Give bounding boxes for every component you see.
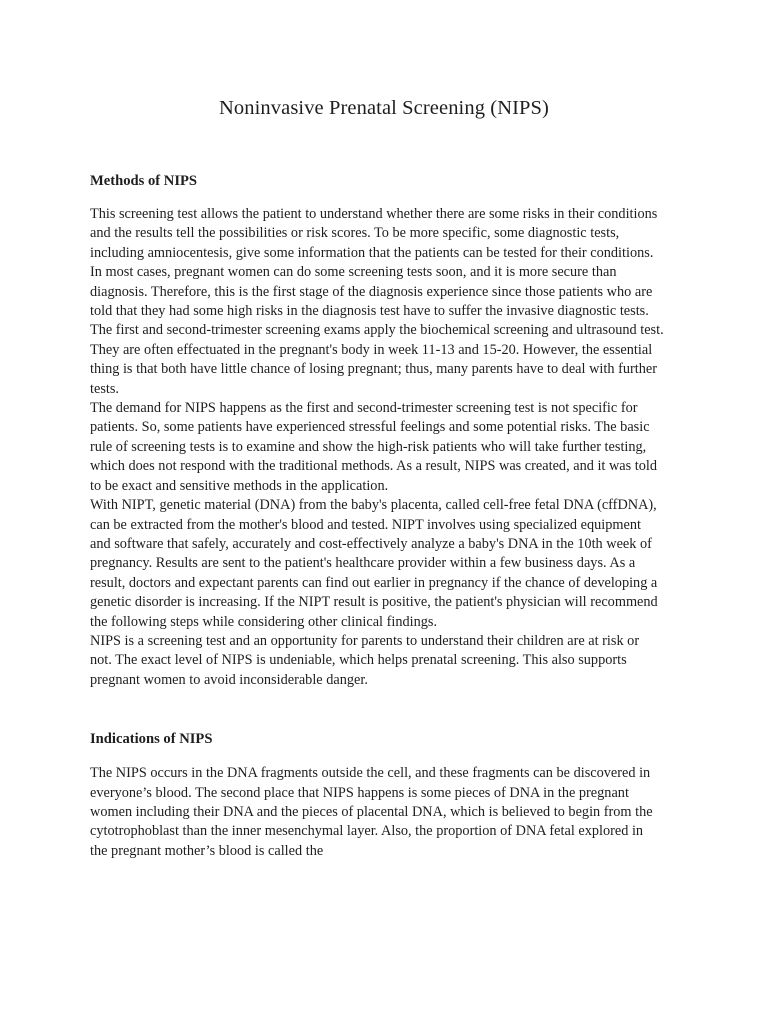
document-title: Noninvasive Prenatal Screening (NIPS) — [219, 97, 549, 119]
paragraph: The demand for NIPS happens as the first and second-trimester screening test is not specific for patients. So, some patients have experienced stressful feelings and some potential risks. The basic rule of screening tests is to examine and show the high-risk patients who will take further testing, which does not respond with the traditional methods. As a result, NIPS was created, and it was told to be exact and sensitive methods in the application. — [90, 400, 658, 494]
paragraph: With NIPT, genetic material (DNA) from the baby's placenta, called cell-free fetal DNA (cffDNA), can be extracted from the mother's blood and tested. NIPT involves using specialized equipment and software that safely, accurately and cost-effectively analyze a baby's DNA in the 10th week of pregnancy. Results are sent to the patient's healthcare provider within a few business days. As a result, doctors and expectant parents can find out earlier in pregnancy if the chance of developing a genetic disorder is increasing. If the NIPT result is positive, the patient's physician will recommend the following steps while considering other clinical findings. — [90, 497, 658, 630]
paragraph: The first and second-trimester screening exams apply the biochemical screening and ultrasound test. They are often effectuated in the pregnant's body in week 11-13 and 15-20. However, the essential thing is that both have little chance of losing pregnant; thus, many parents have to deal with further tests. — [90, 322, 664, 397]
paragraph: NIPS is a screening test and an opportunity for parents to understand their children are at risk or not. The exact level of NIPS is undeniable, which helps prenatal screening. This also supports pregnant women to avoid inconsiderable danger. — [90, 632, 640, 688]
section-body-indications — [90, 764, 664, 861]
section-heading-methods: Methods of NIPS — [90, 173, 198, 189]
section-body-methods — [90, 205, 664, 690]
section-heading-indications: Indications of NIPS — [90, 731, 213, 748]
paragraph: The NIPS occurs in the DNA fragments outside the cell, and these fragments can be discovered in everyone’s blood. The second place that NIPS happens is some pieces of DNA in the pregnant women including their DNA and the pieces of placental DNA, which is believed to begin from the cytotrophoblast than the inner mesenchymal layer. Also, the proportion of DNA fetal explored in the pregnant mother’s blood is called the — [90, 765, 653, 859]
paragraph: This screening test allows the patient to understand whether there are some risks in their conditions and the results tell the possibilities or risk scores. To be more specific, some diagnostic tests, including amniocentesis, give some information that the patients can be tested for their conditions. In most cases, pregnant women can do some screening tests soon, and it is more secure than diagnosis. Therefore, this is the first stage of the diagnosis experience since those patients who are told that they had some high risks in the diagnosis test have to suffer the invasive diagnostic tests. — [90, 206, 658, 320]
